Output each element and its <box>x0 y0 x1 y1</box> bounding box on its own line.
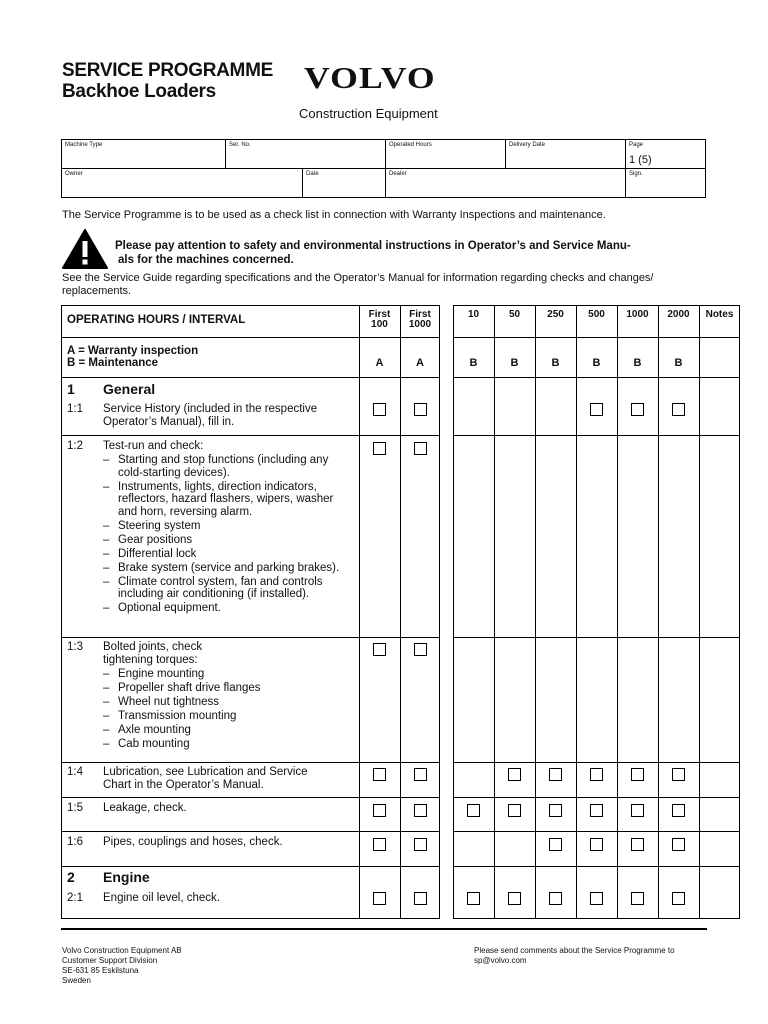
dash-bullet: – <box>103 519 110 532</box>
interval-header <box>494 310 535 320</box>
operated-hours-field[interactable] <box>386 140 506 169</box>
brand-subtitle: Construction Equipment <box>299 106 438 121</box>
checklist-item <box>103 454 355 479</box>
checkbox[interactable] <box>672 892 685 905</box>
dash-bullet: – <box>103 695 110 708</box>
row-divider <box>453 637 740 638</box>
checkbox[interactable] <box>590 838 603 851</box>
interval-header <box>576 310 617 320</box>
checklist-item-text: Axle mounting <box>118 723 191 736</box>
dash-bullet: – <box>103 575 110 588</box>
section-title-general: General <box>103 381 156 397</box>
checkbox[interactable] <box>373 643 386 656</box>
table-right-box <box>453 305 740 919</box>
checkbox[interactable] <box>549 892 562 905</box>
checklist-item-text: Propeller shaft drive flanges <box>118 681 261 694</box>
row-number: 1:6 <box>67 836 83 848</box>
serial-number-label: Ser. No. <box>229 142 251 148</box>
checkbox[interactable] <box>373 442 386 455</box>
row-divider <box>61 337 440 338</box>
row-text-line: Test-run and check: <box>103 440 204 452</box>
sign-field[interactable] <box>626 169 706 198</box>
intro-text: The Service Programme is to be used as a check list in connection with Warranty Inspections and maintenance. <box>62 209 606 221</box>
interval-sublabel: 1000 <box>408 319 432 330</box>
checklist-item <box>103 710 355 723</box>
inspection-type-letter: B <box>674 357 683 369</box>
interval-header <box>453 310 494 320</box>
dash-bullet: – <box>103 561 110 574</box>
checkbox[interactable] <box>373 403 386 416</box>
row-number: 1:5 <box>67 802 83 814</box>
row-text-line: Bolted joints, check <box>103 641 203 653</box>
checkbox[interactable] <box>414 892 427 905</box>
dash-bullet: – <box>103 547 110 560</box>
interval-heading: OPERATING HOURS / INTERVAL <box>67 314 246 326</box>
checklist-item-text: Differential lock <box>118 547 197 560</box>
row-description <box>103 802 355 815</box>
checkbox[interactable] <box>631 804 644 817</box>
column-divider <box>535 305 536 919</box>
footer-country: Sweden <box>62 976 91 985</box>
owner-label: Owner <box>65 171 83 177</box>
interval-label: 50 <box>508 309 521 320</box>
dash-bullet: – <box>103 737 110 750</box>
interval-label: 10 <box>467 309 480 320</box>
interval-header <box>535 310 576 320</box>
checklist-item <box>103 481 355 519</box>
footer-comments-text: Please send comments about the Service Programme to <box>474 946 675 955</box>
checklist-item-text: Instruments, lights, direction indicators, reflectors, hazard flashers, wipers, washer and horn, reversing alarm. <box>118 480 334 518</box>
dash-bullet: – <box>103 709 110 722</box>
row-divider <box>453 762 740 763</box>
column-divider <box>359 305 360 919</box>
checklist-item-text: Transmission mounting <box>118 709 237 722</box>
checklist-item-text: Climate control system, fan and controls including air conditioning (if installed). <box>118 575 323 600</box>
checkbox[interactable] <box>414 403 427 416</box>
dash-bullet: – <box>103 602 110 614</box>
checklist-item <box>103 602 355 615</box>
inspection-type-letter: B <box>551 357 560 369</box>
interval-header <box>359 310 400 330</box>
row-divider <box>61 797 440 798</box>
checkbox[interactable] <box>631 403 644 416</box>
row-text-line: Engine oil level, check. <box>103 892 220 904</box>
checkbox[interactable] <box>414 442 427 455</box>
row-description <box>103 892 355 905</box>
inspection-type-letter: A <box>375 357 384 369</box>
safety-warning <box>115 239 705 267</box>
delivery-date-field[interactable] <box>506 140 626 169</box>
checkbox[interactable] <box>508 892 521 905</box>
checkbox[interactable] <box>373 892 386 905</box>
dash-bullet: – <box>103 480 110 493</box>
checklist-item <box>103 520 355 533</box>
footer-division: Customer Support Division <box>62 956 158 965</box>
row-number: 1:2 <box>67 440 83 452</box>
machine-type-label: Machine Type <box>65 142 103 148</box>
checkbox[interactable] <box>414 838 427 851</box>
checkbox[interactable] <box>414 643 427 656</box>
column-divider <box>494 305 495 919</box>
section-number: 2 <box>67 869 75 885</box>
interval-label: 250 <box>547 309 564 320</box>
machine-type-field[interactable] <box>62 140 226 169</box>
row-divider <box>61 831 440 832</box>
notes-header: Notes <box>705 309 734 320</box>
checklist-item <box>103 682 355 695</box>
inspection-type-letter: B <box>633 357 642 369</box>
row-divider <box>61 762 440 763</box>
footer-comments <box>474 946 675 966</box>
checkbox[interactable] <box>549 838 562 851</box>
column-divider <box>617 305 618 919</box>
inspection-type-letter: B <box>592 357 601 369</box>
dash-bullet: – <box>103 533 110 546</box>
row-description <box>103 641 355 750</box>
row-divider <box>61 435 440 436</box>
row-number: 1:1 <box>67 403 83 415</box>
checkbox[interactable] <box>414 804 427 817</box>
checklist-item <box>103 724 355 737</box>
legend-warranty: A = Warranty inspection <box>67 345 199 357</box>
inspection-type-letter: A <box>416 357 424 369</box>
checkbox[interactable] <box>631 838 644 851</box>
checklist-item <box>103 738 355 751</box>
machine-info-form <box>61 139 706 198</box>
interval-header <box>400 310 440 330</box>
footer-company: Volvo Construction Equipment AB <box>62 946 182 955</box>
checkbox[interactable] <box>373 804 386 817</box>
row-divider <box>453 377 740 378</box>
checkbox[interactable] <box>590 804 603 817</box>
row-divider <box>61 866 440 867</box>
warning-line-1: Please pay attention to safety and environmental instructions in Operator’s and Service Manu- <box>115 240 631 252</box>
serial-number-field[interactable] <box>226 140 386 169</box>
checkbox[interactable] <box>508 768 521 781</box>
row-description <box>103 836 355 849</box>
row-divider <box>453 337 740 338</box>
owner-field[interactable] <box>62 169 303 198</box>
service-guide-note-2: replacements. <box>62 285 132 297</box>
interval-label: 500 <box>588 309 605 320</box>
row-text-line: Chart in the Operator’s Manual. <box>103 778 264 791</box>
row-text-line: Operator’s Manual), fill in. <box>103 415 235 428</box>
dash-bullet: – <box>103 454 110 466</box>
column-divider <box>576 305 577 919</box>
checklist-item <box>103 548 355 561</box>
checkbox[interactable] <box>590 892 603 905</box>
checklist-item-text: Wheel nut tightness <box>118 695 220 708</box>
row-text-line: Leakage, check. <box>103 802 187 814</box>
checklist-item-text: Cab mounting <box>118 737 190 750</box>
checklist-item-text: Optional equipment. <box>118 602 221 614</box>
page-label: Page <box>629 142 644 148</box>
checkbox[interactable] <box>590 768 603 781</box>
checkbox[interactable] <box>414 768 427 781</box>
row-divider <box>61 377 440 378</box>
interval-header <box>617 310 658 320</box>
volvo-logo: VOLVO <box>304 60 436 95</box>
interval-header <box>658 310 699 320</box>
page-title: SERVICE PROGRAMME <box>62 60 273 81</box>
dash-bullet: – <box>103 723 110 736</box>
interval-label: First <box>409 309 431 320</box>
checkbox[interactable] <box>672 838 685 851</box>
checkbox[interactable] <box>373 838 386 851</box>
checklist-item <box>103 576 355 601</box>
operated-hours-label: Operated Hours <box>389 142 432 148</box>
footer-email[interactable]: sp@volvo.com <box>474 956 527 965</box>
service-guide-note-1: See the Service Guide regarding specifications and the Operator’s Manual for information regarding checks and changes/ <box>62 272 654 284</box>
legend-maintenance: B = Maintenance <box>67 357 159 369</box>
date-field[interactable] <box>303 169 386 198</box>
warning-line-2: als for the machines concerned. <box>118 254 294 266</box>
footer-divider <box>61 928 707 930</box>
row-description <box>103 440 355 615</box>
row-divider <box>453 797 740 798</box>
column-divider <box>658 305 659 919</box>
dealer-label: Dealer <box>389 171 407 177</box>
checkbox[interactable] <box>672 804 685 817</box>
row-number: 1:3 <box>67 641 83 653</box>
checklist-item-text: Gear positions <box>118 533 193 546</box>
page-value: 1 (5) <box>629 154 652 166</box>
page-subtitle: Backhoe Loaders <box>62 81 216 102</box>
section-title-engine: Engine <box>103 869 150 885</box>
checklist-item <box>103 534 355 547</box>
checkbox[interactable] <box>631 892 644 905</box>
checklist-item <box>103 562 355 575</box>
row-divider <box>453 435 740 436</box>
checkbox[interactable] <box>590 403 603 416</box>
checklist-item <box>103 668 355 681</box>
interval-label: 1000 <box>626 309 649 320</box>
checkbox[interactable] <box>508 804 521 817</box>
column-divider <box>400 305 401 919</box>
checkbox[interactable] <box>549 804 562 817</box>
row-divider <box>453 831 740 832</box>
interval-label: First <box>368 309 391 320</box>
footer-address <box>62 946 182 986</box>
row-divider <box>61 637 440 638</box>
checkbox[interactable] <box>373 768 386 781</box>
checkbox[interactable] <box>467 892 480 905</box>
row-description <box>103 766 355 791</box>
row-text-line: Pipes, couplings and hoses, check. <box>103 836 283 848</box>
row-number: 2:1 <box>67 892 83 904</box>
row-description <box>103 403 355 428</box>
interval-sublabel: 100 <box>371 319 388 330</box>
checkbox[interactable] <box>672 768 685 781</box>
checkbox[interactable] <box>631 768 644 781</box>
checkbox[interactable] <box>672 403 685 416</box>
row-text-line: Lubrication, see Lubrication and Service <box>103 766 308 778</box>
dealer-field[interactable] <box>386 169 626 198</box>
interval-label: 2000 <box>667 309 690 320</box>
checklist-item-text: Brake system (service and parking brakes). <box>118 561 340 574</box>
footer-postal: SE-631 85 Eskilstuna <box>62 966 139 975</box>
inspection-type-letter: B <box>510 357 519 369</box>
dash-bullet: – <box>103 667 110 680</box>
checklist-item-text: Steering system <box>118 519 201 532</box>
inspection-type-letter: B <box>469 357 478 369</box>
checklist-item-text: Starting and stop functions (including any cold-starting devices). <box>118 454 329 479</box>
page-field <box>626 140 706 169</box>
date-label: Date <box>306 171 319 177</box>
row-number: 1:4 <box>67 766 83 778</box>
delivery-date-label: Delivery Date <box>509 142 546 148</box>
warning-triangle-icon <box>61 228 109 270</box>
row-text-line: Service History (included in the respective <box>103 403 318 415</box>
row-text-line: tightening torques: <box>103 653 198 666</box>
sign-label: Sign. <box>629 171 643 177</box>
column-divider <box>699 305 700 919</box>
row-divider <box>453 866 740 867</box>
checkbox[interactable] <box>467 804 480 817</box>
section-number: 1 <box>67 381 75 397</box>
dash-bullet: – <box>103 681 110 694</box>
checklist-item <box>103 696 355 709</box>
checklist-item-text: Engine mounting <box>118 667 205 680</box>
checkbox[interactable] <box>549 768 562 781</box>
